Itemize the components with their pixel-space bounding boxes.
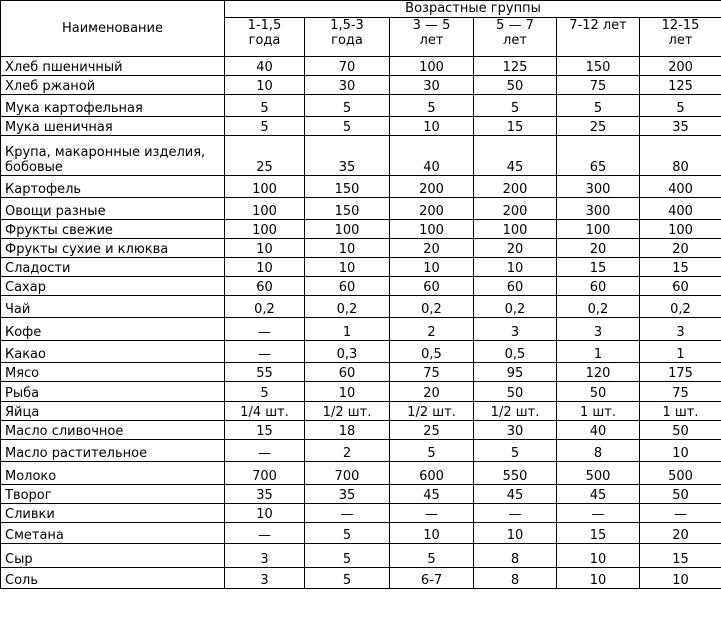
product-name: Масло растительное (1, 440, 225, 462)
norm-value: — (225, 318, 305, 341)
norm-value: 8 (474, 568, 557, 589)
norm-value: 65 (557, 136, 640, 176)
age-group-range: 5 — 7 (496, 18, 534, 33)
norm-value: 20 (390, 382, 474, 402)
norm-value: 0,2 (390, 296, 474, 318)
norm-value: 700 (225, 462, 305, 485)
norm-value: 10 (390, 258, 474, 277)
table-row (1, 402, 721, 421)
norm-value: 50 (557, 382, 640, 402)
product-name: Сливки (1, 504, 225, 523)
norm-value: 150 (305, 198, 390, 220)
age-group-header (225, 18, 305, 57)
norm-value: 5 (305, 95, 390, 117)
norm-value: 10 (474, 258, 557, 277)
norm-value: 75 (640, 382, 721, 402)
norm-value: 50 (474, 76, 557, 95)
norm-value: 1 (557, 341, 640, 363)
norm-value: 6-7 (390, 568, 474, 589)
norm-value: 5 (305, 568, 390, 589)
norm-value: 3 (225, 544, 305, 568)
product-name: Хлеб пшеничный (1, 57, 225, 76)
norm-value: 1 (305, 318, 390, 341)
product-name: Какао (1, 341, 225, 363)
norm-value: 1 шт. (640, 402, 721, 421)
norm-value: 3 (474, 318, 557, 341)
norm-value: 8 (474, 544, 557, 568)
table-row (1, 76, 721, 95)
norm-value: 1 (640, 341, 721, 363)
table-row (1, 440, 721, 462)
norm-value: 300 (557, 198, 640, 220)
norm-value: 120 (557, 363, 640, 382)
norm-value: 500 (640, 462, 721, 485)
norm-value: — (225, 341, 305, 363)
age-group-header (640, 18, 721, 57)
table-row (1, 421, 721, 440)
norm-value: 1/2 шт. (474, 402, 557, 421)
norm-value: 125 (474, 57, 557, 76)
norm-value: 600 (390, 462, 474, 485)
product-name: Творог (1, 485, 225, 504)
product-name: Чай (1, 296, 225, 318)
norm-value: 0,2 (225, 296, 305, 318)
norm-value: 125 (640, 76, 721, 95)
norm-value: 80 (640, 136, 721, 176)
norm-value: 3 (225, 568, 305, 589)
norm-value: 100 (225, 198, 305, 220)
norm-value: — (474, 504, 557, 523)
norm-value: 35 (305, 136, 390, 176)
age-group-header (474, 18, 557, 57)
norm-value: 10 (305, 239, 390, 258)
age-group-header (557, 18, 640, 57)
norm-value: 15 (474, 117, 557, 136)
product-name: Сладости (1, 258, 225, 277)
norm-value: 550 (474, 462, 557, 485)
norm-value: 5 (390, 95, 474, 117)
norm-value: 150 (557, 57, 640, 76)
norm-value: 15 (640, 258, 721, 277)
norm-value: 10 (390, 523, 474, 544)
norm-value: 30 (305, 76, 390, 95)
age-group-range: 3 — 5 (412, 18, 451, 33)
product-name: Фрукты сухие и клюква (1, 239, 225, 258)
norm-value: 5 (557, 95, 640, 117)
norm-value: 50 (474, 382, 557, 402)
norm-value: 18 (305, 421, 390, 440)
norm-value: — (225, 440, 305, 462)
norm-value: 15 (557, 523, 640, 544)
norm-value: 60 (305, 277, 390, 296)
norm-value: 45 (474, 136, 557, 176)
norm-value: — (640, 504, 721, 523)
table-row (1, 363, 721, 382)
norm-value: 5 (225, 95, 305, 117)
norm-value: 50 (640, 421, 721, 440)
norm-value: 55 (225, 363, 305, 382)
norm-value: 0,5 (474, 341, 557, 363)
norm-value: 25 (225, 136, 305, 176)
table-row (1, 239, 721, 258)
age-group-unit: лет (419, 33, 444, 48)
norm-value: 400 (640, 176, 721, 198)
norm-value: 15 (640, 544, 721, 568)
table-row (1, 544, 721, 568)
norm-value: 200 (390, 198, 474, 220)
norm-value: 35 (225, 485, 305, 504)
norm-value: 100 (390, 57, 474, 76)
table-row (1, 136, 721, 176)
norm-value: — (390, 504, 474, 523)
norm-value: 0,2 (305, 296, 390, 318)
norm-value: 10 (640, 440, 721, 462)
table-row (1, 296, 721, 318)
product-name: Фрукты свежие (1, 220, 225, 239)
norm-value: 175 (640, 363, 721, 382)
norm-value: 0,2 (640, 296, 721, 318)
table-row (1, 95, 721, 117)
norm-value: 1 шт. (557, 402, 640, 421)
norm-value: 15 (557, 258, 640, 277)
table-row (1, 568, 721, 589)
norm-value: 10 (305, 382, 390, 402)
norm-value: 10 (225, 504, 305, 523)
norm-value: 35 (305, 485, 390, 504)
norm-value: 2 (305, 440, 390, 462)
norm-value: 10 (557, 568, 640, 589)
norm-value: 5 (390, 440, 474, 462)
norm-value: 0,2 (474, 296, 557, 318)
norm-value: 50 (640, 485, 721, 504)
product-name: Сметана (1, 523, 225, 544)
norm-value: 3 (557, 318, 640, 341)
norm-value: 75 (557, 76, 640, 95)
norm-value: 8 (557, 440, 640, 462)
age-group-unit: лет (503, 33, 527, 48)
table-row (1, 258, 721, 277)
norm-value: 60 (640, 277, 721, 296)
age-group-unit: года (248, 33, 281, 48)
name-column-header: Наименование (1, 1, 225, 57)
age-group-range: 1-1,5 (247, 18, 282, 33)
table-row (1, 382, 721, 402)
norm-value: 60 (557, 277, 640, 296)
norm-value: 150 (305, 176, 390, 198)
norm-value: 45 (557, 485, 640, 504)
norm-value: 10 (225, 76, 305, 95)
norm-value: 0,3 (305, 341, 390, 363)
norm-value: 40 (390, 136, 474, 176)
norm-value: 45 (474, 485, 557, 504)
norm-value: 15 (225, 421, 305, 440)
table-row (1, 57, 721, 76)
product-name: Кофе (1, 318, 225, 341)
norm-value: 100 (225, 176, 305, 198)
table-row (1, 176, 721, 198)
norm-value: 0,2 (557, 296, 640, 318)
age-groups-header: Возрастные группы (225, 1, 721, 18)
norm-value: 60 (225, 277, 305, 296)
product-name: Молоко (1, 462, 225, 485)
age-group-unit: лет (668, 33, 693, 48)
norm-value: 1/4 шт. (225, 402, 305, 421)
table-row (1, 523, 721, 544)
age-group-range: 7-12 лет (569, 18, 627, 33)
table-row (1, 277, 721, 296)
product-name: Соль (1, 568, 225, 589)
norm-value: 1/2 шт. (390, 402, 474, 421)
norm-value: 5 (225, 382, 305, 402)
product-name: Сахар (1, 277, 225, 296)
norm-value: 100 (640, 220, 721, 239)
norm-value: 40 (225, 57, 305, 76)
norm-value: 5 (474, 95, 557, 117)
norm-value: 10 (305, 258, 390, 277)
norm-value: 70 (305, 57, 390, 76)
norm-value: 10 (557, 544, 640, 568)
product-name: Мясо (1, 363, 225, 382)
product-name: Хлеб ржаной (1, 76, 225, 95)
norm-value: 5 (390, 544, 474, 568)
norm-value: 10 (225, 239, 305, 258)
norm-value: 1/2 шт. (305, 402, 390, 421)
product-name: Овощи разные (1, 198, 225, 220)
norm-value: 75 (390, 363, 474, 382)
table-row (1, 341, 721, 363)
table-row (1, 504, 721, 523)
norm-value: 20 (557, 239, 640, 258)
product-name: Мука картофельная (1, 95, 225, 117)
norm-value: 20 (390, 239, 474, 258)
norm-value: 300 (557, 176, 640, 198)
norm-value: 5 (640, 95, 721, 117)
norm-value: 20 (474, 239, 557, 258)
norm-value: 2 (390, 318, 474, 341)
norm-value: 100 (225, 220, 305, 239)
norm-value: 60 (474, 277, 557, 296)
norm-value: 45 (390, 485, 474, 504)
norm-value: 0,5 (390, 341, 474, 363)
table-row (1, 198, 721, 220)
norm-value: 500 (557, 462, 640, 485)
norm-value: 5 (305, 523, 390, 544)
age-group-unit: года (331, 33, 363, 48)
norm-value: 35 (640, 117, 721, 136)
product-name: Картофель (1, 176, 225, 198)
norm-value: 400 (640, 198, 721, 220)
age-group-header (390, 18, 474, 57)
norm-value: — (225, 523, 305, 544)
norm-value: 5 (474, 440, 557, 462)
product-name: Мука шеничная (1, 117, 225, 136)
norm-value: 3 (640, 318, 721, 341)
table-row (1, 318, 721, 341)
norm-value: 40 (557, 421, 640, 440)
table-row (1, 485, 721, 504)
norm-value: 700 (305, 462, 390, 485)
norm-value: 30 (474, 421, 557, 440)
norm-value: 10 (640, 568, 721, 589)
table-row (1, 220, 721, 239)
product-name: Сыр (1, 544, 225, 568)
table-row (1, 462, 721, 485)
norm-value: 200 (640, 57, 721, 76)
norm-value: 60 (305, 363, 390, 382)
norm-value: 20 (640, 239, 721, 258)
product-name: Рыба (1, 382, 225, 402)
table-row (1, 117, 721, 136)
product-name: Масло сливочное (1, 421, 225, 440)
norm-value: 10 (390, 117, 474, 136)
norm-value: — (557, 504, 640, 523)
norm-value: 100 (474, 220, 557, 239)
norm-value: 95 (474, 363, 557, 382)
norm-value: 10 (225, 258, 305, 277)
age-group-range: 12-15 (661, 18, 700, 33)
norm-value: 30 (390, 76, 474, 95)
norm-value: 25 (390, 421, 474, 440)
age-group-header (305, 18, 390, 57)
norm-value: 5 (305, 117, 390, 136)
norm-value: 200 (390, 176, 474, 198)
product-name: Яйца (1, 402, 225, 421)
norm-value: 100 (557, 220, 640, 239)
norm-value: 200 (474, 176, 557, 198)
norm-value: 5 (225, 117, 305, 136)
norm-value: 60 (390, 277, 474, 296)
norm-value: — (305, 504, 390, 523)
norm-value: 20 (640, 523, 721, 544)
age-group-range: 1,5-3 (330, 18, 364, 33)
norm-value: 25 (557, 117, 640, 136)
norm-value: 100 (305, 220, 390, 239)
product-name: Крупа, макаронные изделия, бобовые (1, 136, 225, 176)
norm-value: 5 (305, 544, 390, 568)
norm-value: 200 (474, 198, 557, 220)
norm-value: 100 (390, 220, 474, 239)
norm-value: 10 (474, 523, 557, 544)
